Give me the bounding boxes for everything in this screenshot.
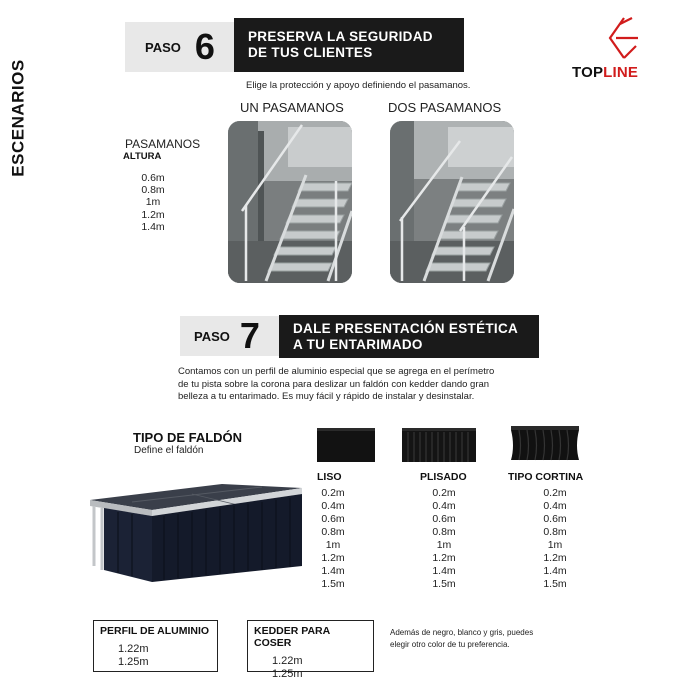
liso-swatch (317, 428, 375, 464)
size-value: 0.2m (432, 487, 456, 499)
logo-top: TOP (572, 64, 604, 81)
size-value: 1.2m (432, 552, 456, 564)
option-two-handrails: DOS PASAMANOS (388, 100, 502, 115)
aluminum-profile-title: PERFIL DE ALUMINIO (100, 625, 210, 637)
size-value: 1m (325, 539, 341, 551)
step7-description-line2: de tu pista sobre la corona para deslizar un faldón con kedder dando gran (178, 378, 490, 390)
cortina-swatch (511, 426, 579, 462)
color-note-line2: elegir otro color de tu preferencia. (390, 640, 510, 649)
step6-title-line2: DE TUS CLIENTES (248, 45, 373, 60)
option-one-handrail: UN PASAMANOS (240, 100, 344, 115)
size-value: 1m (547, 539, 563, 551)
kedder-value: 1.25m (272, 668, 303, 680)
step7-description-line1: Contamos con un perfil de aluminio especial que se agrega en el perímetro (178, 366, 495, 377)
step6-badge (125, 22, 237, 72)
aluminum-profile-value: 1.25m (118, 656, 149, 668)
size-value: 1.5m (321, 578, 345, 590)
size-value: 1.2m (543, 552, 567, 564)
logo-wordmark (572, 64, 638, 81)
liso-sizes (313, 487, 353, 591)
skirt-type-title: TIPO DE FALDÓN (133, 430, 243, 445)
skirt-type-subtitle: Define el faldón (134, 445, 204, 456)
type-cortina: TIPO CORTINA (508, 471, 584, 483)
side-title-text: ESCENARIOS (9, 59, 29, 177)
logo-mark-icon (602, 16, 640, 60)
logo-line: LINE (603, 64, 639, 81)
step6-description: Elige la protección y apoyo definiendo el pasamanos. (246, 80, 471, 91)
step7-number: 7 (239, 315, 260, 356)
size-value: 0.6m (321, 513, 345, 525)
size-value: 1.4m (432, 565, 456, 577)
step7-label: PASO (194, 328, 230, 344)
kedder-box (247, 620, 374, 680)
size-value: 0.8m (543, 526, 567, 538)
size-value: 0.2m (321, 487, 345, 499)
size-value: 1.2m (321, 552, 345, 564)
color-note (390, 627, 533, 651)
size-value: 0.4m (432, 500, 456, 512)
aluminum-profile-box (93, 620, 218, 672)
size-value: 1.4m (543, 565, 567, 577)
handrail-height: 0.6m (141, 172, 165, 184)
step6-title (234, 18, 464, 72)
brand-logo (570, 16, 670, 86)
two-handrails-photo (390, 121, 514, 283)
size-value: 0.4m (321, 500, 345, 512)
one-handrail-photo (228, 121, 352, 283)
stage-with-skirt-illustration (82, 470, 308, 588)
handrail-height: 1.2m (141, 208, 165, 221)
size-value: 1m (436, 539, 452, 551)
cortina-sizes (535, 487, 575, 591)
size-value: 0.4m (543, 500, 567, 512)
handrail-height: 0.8m (141, 184, 165, 197)
size-value: 0.6m (432, 513, 456, 525)
handrail-height: 1m (145, 196, 161, 209)
step7-title-line2: A TU ENTARIMADO (293, 336, 423, 352)
step6-number: 6 (194, 26, 215, 67)
aluminum-profile-value: 1.22m (118, 643, 149, 655)
kedder-title: KEDDER PARA COSER (254, 625, 330, 649)
step6-title-line1: PRESERVA LA SEGURIDAD (248, 29, 433, 44)
side-title (4, 48, 34, 188)
size-value: 1.5m (543, 578, 567, 590)
plisado-sizes (424, 487, 464, 591)
step7-badge (180, 316, 284, 356)
plisado-swatch (402, 428, 476, 464)
type-liso: LISO (317, 471, 342, 483)
handrail-title: PASAMANOS (125, 137, 201, 151)
size-value: 0.2m (543, 487, 567, 499)
size-value: 1.4m (321, 565, 345, 577)
color-note-line1: Además de negro, blanco y gris, puedes (390, 628, 534, 637)
step7-title-line1: DALE PRESENTACIÓN ESTÉTICA (293, 320, 519, 336)
size-value: 1.5m (432, 578, 456, 590)
step7-description (178, 366, 578, 404)
type-plisado: PLISADO (420, 471, 467, 483)
handrail-height: 1.4m (141, 220, 165, 233)
handrail-heights-list (130, 172, 176, 233)
size-value: 0.6m (543, 513, 567, 525)
kedder-value: 1.22m (272, 655, 303, 667)
step7-description-line3: belleza a tu entarimado. Es muy fácil y rápido de instalar y desinstalar. (178, 391, 475, 402)
size-value: 0.8m (321, 526, 345, 538)
handrail-height-subtitle: ALTURA (123, 151, 162, 162)
step7-title (279, 315, 539, 358)
step6-label: PASO (145, 39, 181, 55)
size-value: 0.8m (432, 526, 456, 538)
